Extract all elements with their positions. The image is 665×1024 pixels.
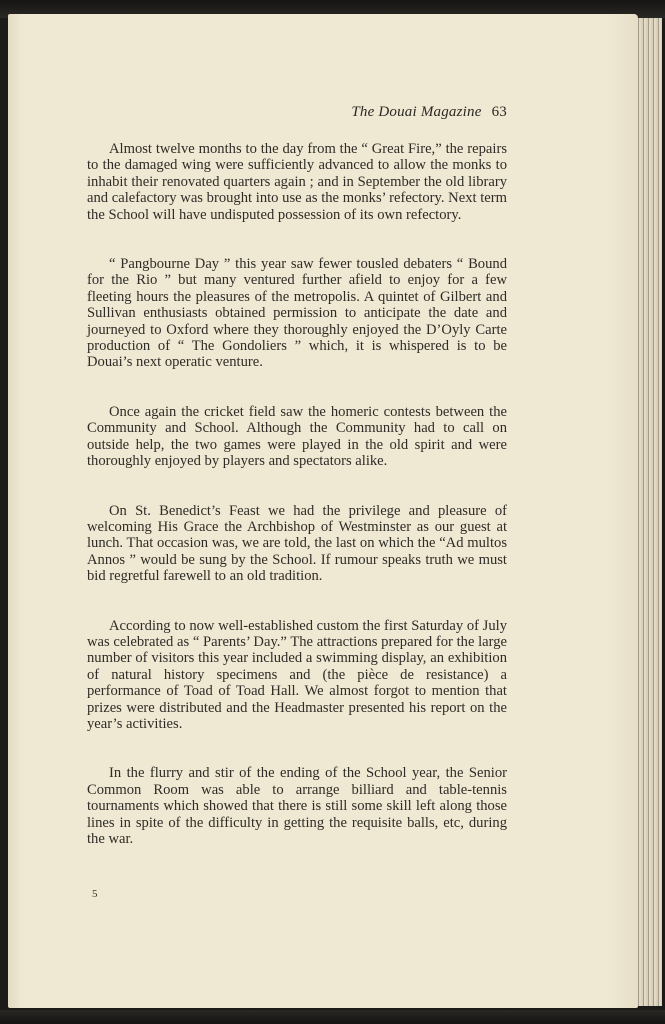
signature-mark: 5: [92, 888, 98, 900]
paragraph-common-room: In the flurry and stir of the ending of the School year, the Senior Common Room was able to arrange billiard and table-tennis tournaments which showed that there is still some skill left along those lines in spite of the difficulty in getting the requisite balls, etc, during the war.: [87, 765, 507, 847]
paragraph-cricket: Once again the cricket field saw the homeric contests between the Community and School. Although the Community had to call on outside help, the two games were played in the old spirit and were thoroughly enjoyed by players and spectators alike.: [87, 403, 507, 470]
page-number: 63: [491, 104, 507, 120]
scan-border-bottom: [0, 1010, 665, 1024]
running-header: [0, 104, 507, 121]
article-body: [87, 141, 507, 880]
paragraph-great-fire: Almost twelve months to the day from the “ Great Fire,” the repairs to the damaged wing were sufficiently advanced to allow the monks to inhabit their renovated quarters again ; and in September the old library and calefactory was brought into use as the monks’ refectory. Next term the School will have undisputed possession of its own refectory.: [87, 141, 507, 223]
running-title: The Douai Magazine: [351, 104, 482, 120]
paragraph-parents-day: According to now well-established custom the first Saturday of July was celebrated as “ Parents’ Day.” The attractions prepared for the large number of visitors this year included a swimming display, an exhibition of natural history specimens and (the pièce de resistance) a performance of Toad of Toad Hall. We almost forgot to mention that prizes were distributed and the Headmaster presented his report on the year’s activities.: [87, 617, 507, 732]
paragraph-st-benedict: On St. Benedict’s Feast we had the privilege and pleasure of welcoming His Grace the Archbishop of Westminster as our guest at lunch. That occasion was, we are told, the last on which the “Ad multos Annos ” would be sung by the School. If rumour speaks truth we must bid regretful farewell to an old tradition.: [87, 502, 507, 585]
paragraph-pangbourne-day: “ Pangbourne Day ” this year saw fewer tousled debaters “ Bound for the Rio ” but many ventured further afield to enjoy for a few fleeting hours the pleasures of the metropolis. A quintet of Gilbert and Sullivan enthusiasts obtained permission to anticipate the date and journeyed to Oxford where they thoroughly enjoyed the D’Oyly Carte production of “ The Gondoliers ” which, it is whispered is to be Douai’s next operatic venture.: [87, 256, 507, 371]
page-edges: [636, 18, 662, 1006]
